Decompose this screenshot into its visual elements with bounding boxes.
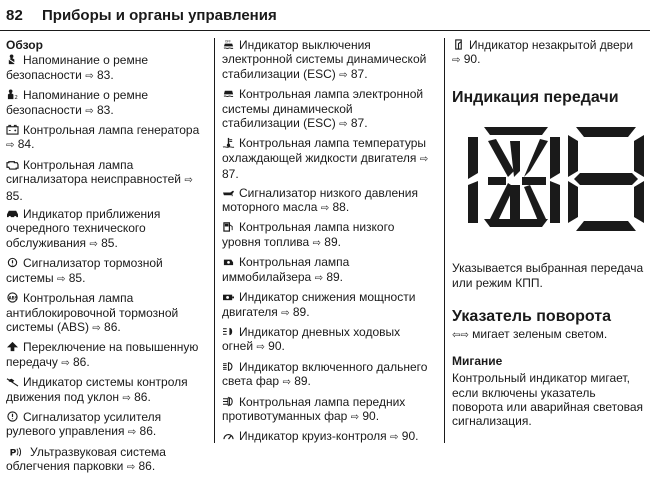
segment-display-icon <box>460 119 650 237</box>
blink-description: Контрольный индикатор мигает, если включены указатель поворота или аварийная световая сигнализация. <box>452 371 644 429</box>
seatbelt-icon <box>6 54 19 65</box>
arrow-icon: ⇨ <box>61 357 70 369</box>
cruise-icon <box>222 430 235 441</box>
page-ref[interactable]: 87 <box>222 167 236 182</box>
arrow-icon: ⇨ <box>56 273 66 285</box>
page-ref[interactable]: 84 <box>17 137 32 152</box>
page-ref[interactable]: 83 <box>96 67 111 82</box>
indicator-entry: Контрольная лампа низкого уровня топлива ⇨ 89. <box>222 220 395 249</box>
entry-text: Контрольная лампа генератора <box>23 123 200 138</box>
arrow-icon: ⇨ <box>281 307 290 319</box>
arrow-icon: ⇨ <box>89 238 98 250</box>
front-fog-icon <box>222 396 235 407</box>
page-ref[interactable]: 85 <box>101 235 115 250</box>
entry-text: Контрольная лампа сигнализатора неисправностей <box>6 157 181 187</box>
column-divider <box>214 38 215 443</box>
arrow-icon: ⇨ <box>92 322 101 334</box>
page-ref[interactable]: 86 <box>73 354 87 369</box>
entry-text: Индикатор включенного дальнего света фар <box>222 359 428 389</box>
entry-text: Напоминание о ремне безопасности <box>6 88 149 117</box>
indicator-entry: Индикатор дневных ходовых огней ⇨ 90. <box>222 324 401 354</box>
arrow-icon: ⇨ <box>282 377 291 389</box>
hill-descent-icon <box>6 376 19 387</box>
page-ref[interactable]: 90 <box>401 429 416 444</box>
daytime-lights-icon <box>222 326 235 337</box>
entry-text: Контрольная лампа низкого уровня топлива <box>222 220 395 249</box>
svg-text:OFF: OFF <box>224 39 232 44</box>
arrow-icon: ⇨ <box>314 272 323 284</box>
entry-text: Напоминание о ремне безопасности <box>6 53 149 82</box>
page-ref[interactable]: 86 <box>139 424 153 439</box>
high-beam-icon <box>222 361 235 372</box>
entry-text: Контрольная лампа иммобилайзера <box>222 255 350 284</box>
column-gear <box>452 38 644 429</box>
reduced-power-icon <box>222 291 235 302</box>
arrow-icon: ⇨ <box>320 203 330 215</box>
page-ref[interactable]: 83 <box>96 102 111 117</box>
entry-list <box>222 38 432 446</box>
arrow-icon: ⇨ <box>350 411 360 423</box>
door-open-icon <box>452 39 465 50</box>
page-header <box>0 0 650 30</box>
service-car-icon <box>6 208 19 219</box>
column-overview <box>6 38 206 480</box>
page-ref[interactable]: 87 <box>350 66 365 81</box>
arrow-icon: ⇨ <box>184 175 193 187</box>
page-ref[interactable]: 85 <box>6 188 20 203</box>
entry-door: Индикатор незакрытой двери ⇨ 90. <box>452 38 634 67</box>
indicator-entry: Переключение на повышенную передачу ⇨ 86. <box>6 340 199 369</box>
page-ref[interactable]: 89 <box>294 374 308 389</box>
entry-text: Индикатор приближения очередного технического обслуживания <box>6 207 161 250</box>
page-ref[interactable]: 90 <box>362 408 376 423</box>
entry-text: Сигнализатор усилителя рулевого управления <box>6 409 162 439</box>
turn-description: ⇦⇨ мигает зеленым светом. <box>452 327 608 342</box>
battery-icon <box>6 124 19 135</box>
entry-text: Контрольная лампа температуры охлаждающей жидкости двигателя <box>222 136 427 165</box>
page-ref[interactable]: 90 <box>463 52 478 67</box>
svg-text:P: P <box>9 447 17 457</box>
arrow-icon: ⇨ <box>127 427 137 439</box>
arrow-icon: ⇨ <box>390 432 399 444</box>
fuel-icon <box>222 221 235 232</box>
gear-description: Указывается выбранная передача или режим КПП. <box>452 261 644 290</box>
indicator-entry: Сигнализатор тормозной системы ⇨ 85. <box>6 256 163 285</box>
entry-list <box>6 53 206 475</box>
indicator-entry: Индикатор включенного дальнего света фар ⇨ 89. <box>222 359 428 389</box>
indicator-entry: Индикатор системы контроля движения под уклон ⇨ 86. <box>6 375 188 404</box>
entry-text: Контрольная лампа электронной системы динамической стабилизации (ESC) <box>222 87 424 131</box>
steering-icon <box>6 411 19 422</box>
indicator-entry: Сигнализатор низкого давления моторного масла ⇨ 88. <box>222 185 418 215</box>
indicator-entry: ABS Контрольная лампа антиблокировочной тормозной системы (ABS) ⇨ 86. <box>6 291 179 334</box>
column-indicators <box>222 38 432 450</box>
immobiliser-icon <box>222 256 235 267</box>
page-ref[interactable]: 85 <box>68 270 83 285</box>
page-ref[interactable]: 87 <box>350 116 365 131</box>
arrow-icon: ⇨ <box>85 70 94 82</box>
indicator-entry: Контрольная лампа электронной системы динамической стабилизации (ESC) ⇨ 87. <box>222 87 424 131</box>
arrow-icon: ⇨ <box>85 105 94 117</box>
entry-text: Индикатор снижения мощности двигателя <box>222 290 416 319</box>
page-number: 82 <box>6 7 24 24</box>
page-ref[interactable]: 89 <box>326 269 340 284</box>
brake-icon <box>6 257 19 268</box>
seatbelt-2-icon <box>6 89 19 100</box>
arrow-icon: ⇨ <box>122 392 131 404</box>
page-ref[interactable]: 86 <box>134 389 148 404</box>
indicator-entry: Контрольная лампа сигнализатора неисправностей ⇨ 85. <box>6 157 193 203</box>
header-rule <box>0 30 650 31</box>
indicator-entry: OFF Индикатор выключения электронной системы динамической стабилизации (ESC) ⇨ 87. <box>222 38 427 81</box>
svg-text:ABS: ABS <box>8 295 18 301</box>
indicator-entry: Напоминание о ремне безопасности ⇨ 83. <box>6 53 149 82</box>
indicator-entry: Индикатор круиз-контроля ⇨ 90. <box>222 429 432 445</box>
entry-text: Индикатор выключения электронной системы динамической стабилизации (ESC) <box>222 38 427 81</box>
entry-text: Сигнализатор тормозной системы <box>6 256 163 285</box>
gear-heading: Индикация передачи <box>452 88 619 106</box>
svg-text:2: 2 <box>14 95 18 101</box>
entry-text: Ультразвуковая система облегчения парковки <box>6 444 166 474</box>
parking-assist-icon <box>6 446 26 457</box>
entry-text: Индикатор дневных ходовых огней <box>222 324 401 354</box>
page-ref[interactable]: 89 <box>292 304 307 319</box>
page-ref[interactable]: 90 <box>268 339 282 354</box>
indicator-entry: Индикатор снижения мощности двигателя ⇨ 89. <box>222 290 416 319</box>
turn-heading: Указатель поворота <box>452 308 611 326</box>
page-ref[interactable]: 88 <box>332 200 346 215</box>
indicator-entry: Индикатор приближения очередного технического обслуживания ⇨ 85. <box>6 207 161 250</box>
gear-display-image <box>460 119 650 237</box>
entry-text: Контрольная лампа передних противотуманных фар <box>222 394 406 423</box>
page-ref[interactable]: 89 <box>324 234 338 249</box>
column-divider <box>444 38 445 443</box>
entry-text: Индикатор незакрытой двери <box>469 38 634 52</box>
page-title: Приборы и органы управления <box>42 7 277 24</box>
arrow-icon: ⇨ <box>6 140 15 152</box>
esc-icon <box>222 88 235 99</box>
entry-text: Сигнализатор низкого давления моторного масла <box>222 185 418 215</box>
abs-icon <box>6 292 19 303</box>
oil-pressure-icon <box>222 187 235 198</box>
turn-arrows-icon: ⇦⇨ <box>452 330 469 342</box>
esc-off-icon <box>222 39 235 50</box>
arrow-icon: ⇨ <box>256 342 265 354</box>
upshift-icon <box>6 341 19 352</box>
indicator-entry: P Ультразвуковая система облегчения парковки ⇨ 86. <box>6 444 166 474</box>
section-title: Обзор <box>6 38 43 52</box>
indicator-entry: 2 Напоминание о ремне безопасности ⇨ 83. <box>6 88 149 117</box>
indicator-entry: Контрольная лампа иммобилайзера ⇨ 89. <box>222 255 350 284</box>
entry-text: Переключение на повышенную передачу <box>6 340 199 369</box>
indicator-entry: Контрольная лампа передних противотуманных фар ⇨ 90. <box>222 394 406 423</box>
engine-icon <box>6 159 19 170</box>
page-ref[interactable]: 86 <box>104 319 118 334</box>
indicator-entry: Контрольная лампа генератора ⇨ 84. <box>6 123 200 152</box>
arrow-icon: ⇨ <box>419 153 429 165</box>
entry-text: Контрольная лампа антиблокировочной тормозной системы (ABS) <box>6 291 179 334</box>
arrow-icon: ⇨ <box>339 119 348 131</box>
coolant-temp-icon <box>222 137 235 148</box>
arrow-icon: ⇨ <box>312 237 321 249</box>
indicator-entry: Сигнализатор усилителя рулевого управления ⇨ 86. <box>6 409 162 439</box>
indicator-entry: Контрольная лампа температуры охлаждающей жидкости двигателя ⇨ 87. <box>222 136 429 182</box>
page-ref[interactable]: 86 <box>138 459 152 474</box>
arrow-icon: ⇨ <box>339 69 348 81</box>
arrow-icon: ⇨ <box>126 462 136 474</box>
blink-heading: Мигание <box>452 353 503 368</box>
entry-text: Индикатор системы контроля движения под уклон <box>6 375 188 404</box>
entry-text: Индикатор круиз-контроля <box>239 429 387 444</box>
